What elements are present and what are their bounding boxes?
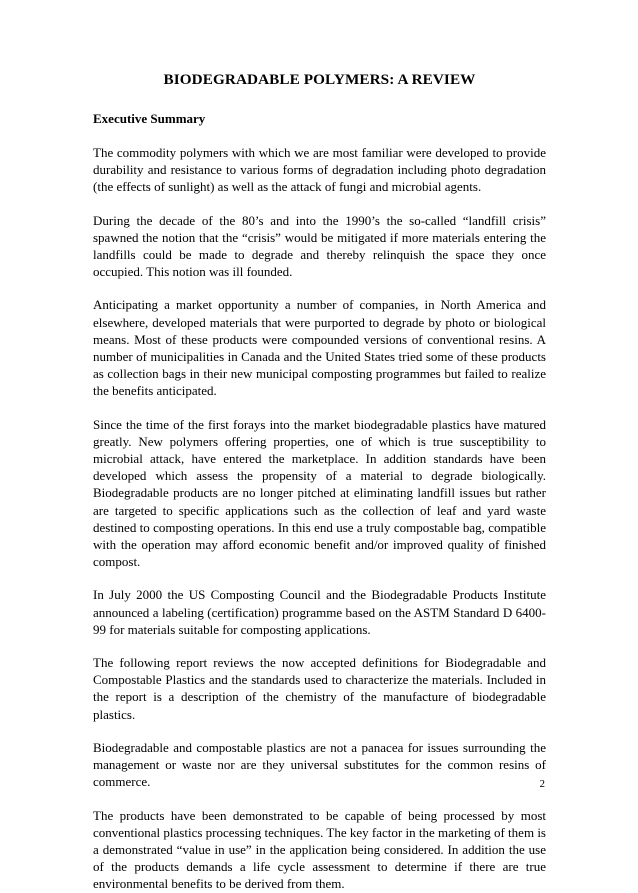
paragraph: The products have been demonstrated to be capable of being processed by most conventional plastics processing techniques. The key factor in the marketing of them is a demonstrated “value in use” in the application being considered. In addition the use of the products demands a life cycle assessment to determine if there are true environmental benefits to be derived from them. xyxy=(93,807,546,892)
paragraph: Biodegradable and compostable plastics are not a panacea for issues surrounding the management or waste nor are they universal substitutes for the common resins of commerce. xyxy=(93,739,546,790)
page-number: 2 xyxy=(539,778,545,790)
paragraph: Since the time of the first forays into the market biodegradable plastics have matured greatly. New polymers offering properties, one of which is true susceptibility to microbial attack, have entered the marketplace. In addition standards have been developed which assess the propensity of a material to degrade biologically. Biodegradable products are no longer pitched at eliminating landfill issues but rather are targeted to specific applications such as the collection of leaf and yard waste destined to composting operations. In this end use a truly compostable bag, compatible with the operation may afford economic benefit and/or improved quality of finished compost. xyxy=(93,416,546,570)
paragraph: In July 2000 the US Composting Council and the Biodegradable Products Institute announced a labeling (certification) programme based on the ASTM Standard D 6400-99 for materials suitable for composting applications. xyxy=(93,587,546,637)
paragraph: Anticipating a market opportunity a number of companies, in North America and elsewhere, developed materials that were purported to degrade by photo or biological means. Most of these products were compounded versions of conventional resins. A number of municipalities in Canada and the United States tried some of these products as collection bags in their new municipal composting programmes but failed to realize the benefits anticipated. xyxy=(93,297,546,399)
document-title: BIODEGRADABLE POLYMERS: A REVIEW xyxy=(163,71,476,88)
section-heading: Executive Summary xyxy=(93,111,206,126)
paragraph: The commodity polymers with which we are most familiar were developed to provide durability and resistance to various forms of degradation including photo degradation (the effects of sunlight) as well as the attack of fungi and microbial agents. xyxy=(93,145,546,195)
paragraph: The following report reviews the now accepted definitions for Biodegradable and Compostable Plastics and the standards used to characterize the materials. Included in the report is a description of the chemistry of the manufacture of biodegradable plastics. xyxy=(93,655,546,722)
paragraph: During the decade of the 80’s and into the 1990’s the so-called “landfill crisis” spawned the notion that the “crisis” would be mitigated if more materials entering the landfills could be made to degrade and thereby relinquish the space they once occupied. This notion was ill founded. xyxy=(93,212,546,280)
body-text xyxy=(93,144,546,893)
